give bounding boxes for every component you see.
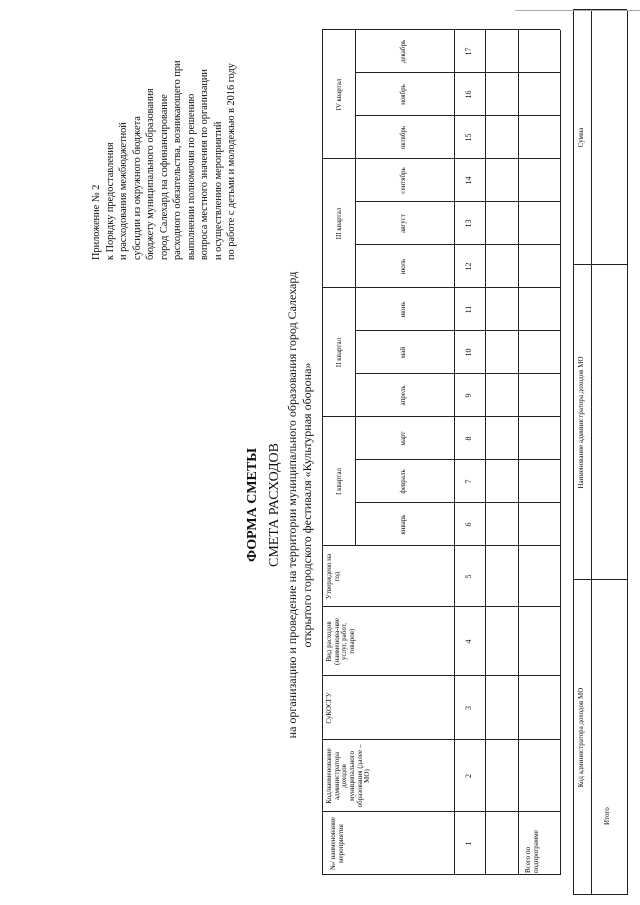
- header-q2: II квартал: [335, 337, 343, 368]
- appendix-line: к Порядку предоставления: [104, 142, 116, 260]
- subtotal-label: Всего по подпрограмме: [524, 830, 540, 873]
- month-header: август: [399, 214, 407, 233]
- header-event: №/ наименование мероприятия: [329, 817, 345, 870]
- estimate-title: СМЕТА РАСХОДОВ: [267, 443, 282, 567]
- appendix-line: бюджету муниципального образования: [145, 88, 156, 260]
- header-admin: Код/наименование администратора доходов муниципального образования (далее – МО): [325, 744, 372, 808]
- appendix-line: город Салехард на софинансирование: [158, 94, 170, 260]
- header-expense-type: Вид расходов (наименова-ние услуг, работ, товаров): [325, 618, 357, 665]
- appendix-line: по работе с детьми и молодежью в 2016 году: [226, 63, 237, 260]
- column-number: 13: [464, 219, 473, 228]
- appendix-line: Приложение № 2: [91, 184, 102, 260]
- appendix-line: расходного обязательства, возникающего при: [172, 60, 183, 260]
- form-title: ФОРМА СМЕТЫ: [245, 448, 260, 562]
- column-number: 8: [464, 436, 473, 441]
- header-q1: I квартал: [335, 468, 343, 496]
- column-number: 11: [464, 305, 473, 314]
- column-number: 5: [464, 574, 473, 579]
- column-number: 1: [464, 841, 473, 846]
- month-header: май: [399, 346, 407, 359]
- month-header: октябрь: [399, 125, 407, 150]
- month-header: сентябрь: [399, 167, 407, 194]
- month-header: апрель: [399, 385, 407, 406]
- column-number: 10: [464, 348, 473, 357]
- month-header: ноябрь: [399, 84, 407, 105]
- month-header: февраль: [399, 469, 407, 494]
- month-header: декабрь: [399, 39, 407, 64]
- appendix-line: и расходования межбюджетной: [118, 122, 129, 260]
- column-number: 3: [464, 706, 473, 710]
- scan-edge-line: [515, 10, 640, 11]
- bottom-col-name: Наименование администратора доходов МО: [577, 356, 585, 489]
- month-header: март: [399, 431, 407, 446]
- month-header: январь: [399, 514, 407, 535]
- column-number: 12: [464, 262, 473, 271]
- header-kosgu: СуКОСГУ: [325, 692, 333, 724]
- column-number: 6: [464, 522, 473, 527]
- column-number: 4: [464, 639, 473, 644]
- month-header: июль: [399, 258, 407, 275]
- bottom-col-sum: Сумма: [577, 127, 585, 148]
- header-q3: III квартал: [335, 207, 343, 240]
- column-number: 2: [464, 774, 473, 778]
- header-approved: Утверждено на год: [325, 553, 341, 600]
- column-number: 9: [464, 393, 473, 398]
- appendix-line: субсидии из окружного бюджета: [131, 116, 143, 260]
- column-number: 16: [464, 90, 473, 99]
- purpose-line-1: на организацию и проведение на территории муниципального образования город Салехард: [285, 271, 299, 739]
- appendix-line: и осуществлению мероприятий: [212, 121, 224, 260]
- column-number: 14: [464, 176, 473, 185]
- column-number: 15: [464, 133, 473, 142]
- appendix-line: выполнении полномочия по решению: [185, 93, 197, 260]
- month-header: июнь: [399, 301, 407, 318]
- bottom-col-code: Код администратора доходов МО: [577, 687, 585, 788]
- column-number: 7: [464, 479, 473, 484]
- header-q4: IV квартал: [335, 78, 343, 111]
- column-number: 17: [464, 47, 473, 56]
- appendix-line: вопроса местного значения по организации: [199, 69, 210, 260]
- total-label: Итого: [603, 807, 611, 825]
- purpose-line-2: открытого городского фестиваля «Культурная оборона»: [300, 362, 314, 648]
